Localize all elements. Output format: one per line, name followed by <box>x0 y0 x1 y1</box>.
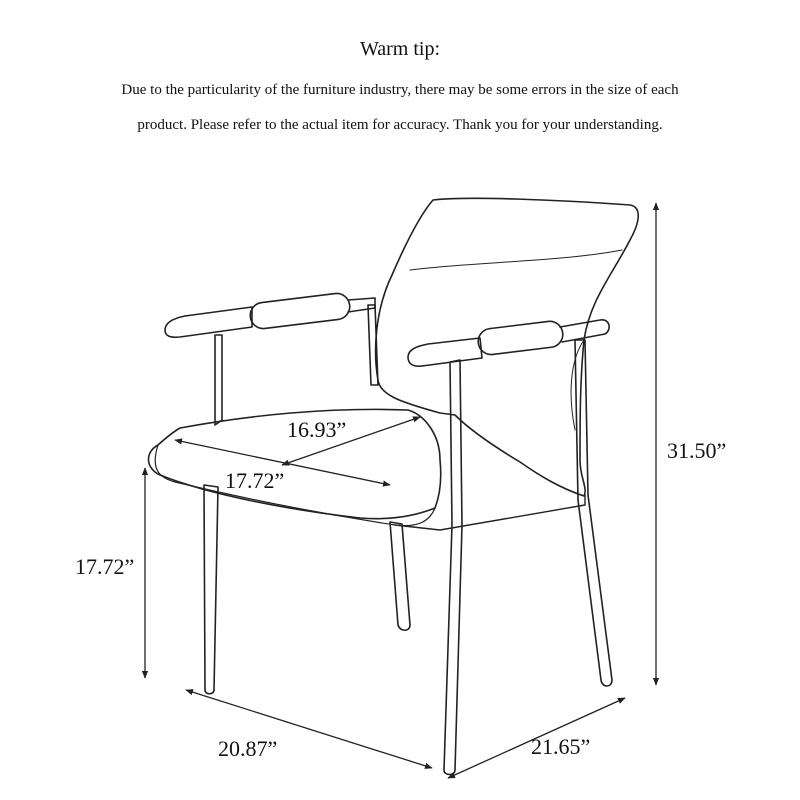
dimension-seat-depth-label: 16.93” <box>287 417 347 442</box>
warm-tip-text-line-2: product. Please refer to the actual item for accuracy. Thank you for your understanding. <box>137 117 663 133</box>
dimension-seat-height-label: 17.72” <box>75 554 135 579</box>
chair-right-armrest-pad <box>477 320 565 356</box>
warm-tip-title: Warm tip: <box>359 38 441 60</box>
chair-left-armrest-bar <box>165 307 252 337</box>
dimension-seat-width-label: 17.72” <box>225 468 285 493</box>
chair-seat-front <box>155 445 435 526</box>
dimension-total-height-label: 31.50” <box>667 438 727 463</box>
chair-left-armrest-pad <box>249 292 351 330</box>
chair-left-front-post <box>215 335 222 425</box>
chair-left-front-leg <box>204 485 218 694</box>
chair-backrest-seam <box>410 250 622 270</box>
dimension-overall-width-label: 20.87” <box>218 736 278 761</box>
chair-right-armrest-bar <box>408 338 482 366</box>
dimension-overall-depth-label: 21.65” <box>531 734 591 759</box>
chair-rear-left-leg <box>390 522 410 630</box>
chair-right-front-leg <box>444 360 462 775</box>
warm-tip-text-line-1: Due to the particularity of the furniture industry, there may be some errors in the size of each <box>121 82 679 98</box>
